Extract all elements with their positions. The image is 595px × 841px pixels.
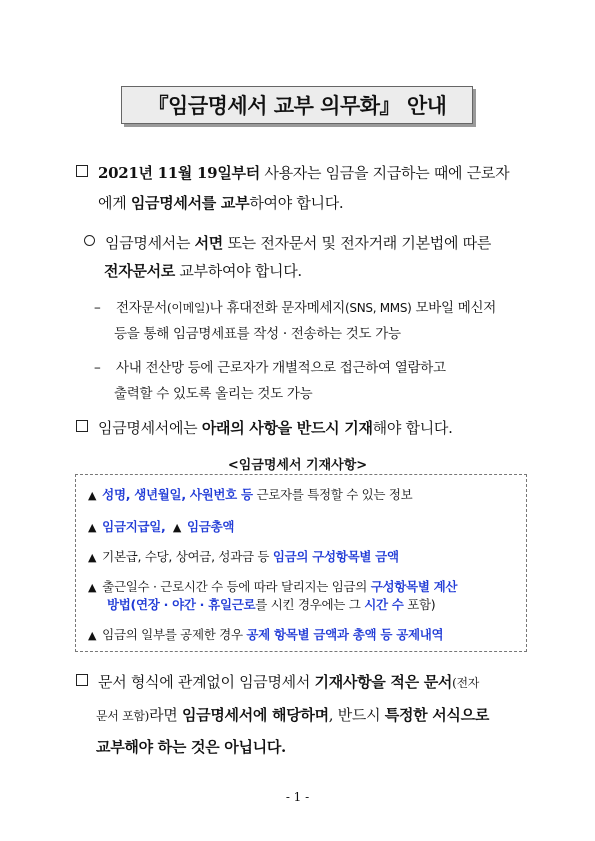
highlight-text: 시간 수 [364, 597, 404, 612]
square-bullet-icon [76, 420, 88, 432]
highlight-text: 공제 항목별 금액과 총액 등 공제내역 [246, 627, 444, 642]
bold-text: 전자문서로 [104, 262, 175, 280]
text: 하여야 합니다. [249, 194, 344, 212]
highlight-text: 임금총액 [187, 519, 235, 534]
text: 포함) [403, 597, 436, 612]
bold-text: 임금명세서에 해당하며 [181, 706, 329, 724]
text: 임금명세서는 [105, 234, 195, 252]
triangle-bullet-icon: ▲ [172, 521, 182, 534]
dash-icon: – [94, 360, 101, 376]
section-4-line-3 [96, 736, 286, 757]
text: 사내 전산망 등에 근로자가 개별적으로 접근하여 열람하고 [116, 360, 446, 376]
section-1-line-2 [98, 192, 343, 213]
text: 라면 [149, 706, 182, 724]
text: 교부하여야 합니다. [174, 262, 302, 280]
small-text: (전자 [452, 676, 480, 690]
square-bullet-icon [76, 674, 88, 686]
bold-text: 임금명세서를 교부 [130, 194, 250, 212]
page-title: 『임금명세서 교부 의무화』 안내 [121, 86, 473, 124]
dash-item-1-line-1 [94, 296, 496, 316]
section-2-line-1 [84, 232, 491, 253]
section-1-line-1 [76, 162, 509, 183]
text: 전자문서 [116, 300, 167, 316]
required-items-box [75, 474, 527, 652]
section-3-line [76, 417, 453, 438]
highlight-text: 방법(연장 · 야간 · 휴일근로 [107, 597, 256, 612]
bold-text: 교부해야 하는 것은 아닙니다. [96, 738, 286, 756]
bold-text: 특정한 서식으로 [384, 706, 490, 724]
text: 에게 [98, 194, 131, 212]
triangle-bullet-icon: ▲ [88, 629, 97, 642]
text: 해야 합니다. [372, 419, 453, 437]
text: 문서 형식에 관계없이 임금명세서 [98, 673, 315, 691]
triangle-bullet-icon: ▲ [88, 581, 97, 594]
section-4-line-2 [96, 704, 489, 725]
highlight-text: 구성항목별 계산 [370, 579, 458, 594]
text: 임금명세서에는 [98, 419, 202, 437]
square-bullet-icon [76, 165, 88, 177]
triangle-bullet-icon: ▲ [88, 521, 97, 534]
text: 출근일수 · 근로시간 수 등에 따라 달리지는 임금의 [102, 579, 371, 594]
section-4-line-1 [76, 671, 479, 692]
triangle-bullet-icon: ▲ [88, 489, 97, 502]
small-text: (이메일) [166, 301, 210, 315]
dash-icon: – [94, 300, 101, 316]
required-item-3 [88, 547, 399, 565]
text: , 반드시 [328, 706, 385, 724]
highlight-text: 임금의 구성항목별 금액 [272, 549, 399, 564]
triangle-bullet-icon: ▲ [88, 551, 97, 564]
date-highlight: 2021년 11월 19일부터 [98, 164, 260, 182]
text: 를 시킨 경우에는 그 [255, 597, 365, 612]
required-item-1 [88, 485, 412, 503]
circle-bullet-icon [84, 235, 95, 246]
text: 임금의 일부를 공제한 경우 [102, 627, 247, 642]
required-item-4-cont [107, 595, 435, 613]
small-text: 문서 포함) [96, 709, 150, 723]
required-item-2 [88, 517, 234, 535]
text: 모바일 메신저 [411, 300, 496, 316]
highlight-text: 임금지급일, [102, 519, 166, 534]
text: 나 휴대전화 문자메세지 [209, 300, 346, 316]
box-heading: <임금명세서 기재사항> [227, 458, 368, 473]
section-2-line-2 [104, 260, 302, 281]
required-item-4 [88, 577, 457, 595]
text: 또는 전자문서 및 전자거래 기본법에 따른 [223, 234, 492, 252]
required-item-5 [88, 625, 443, 643]
dash-item-2-line-2: 출력할 수 있도록 올리는 것도 가능 [114, 386, 313, 402]
dash-item-2-line-1 [94, 356, 446, 376]
highlight-text: 성명, 생년월일, 사원번호 등 [102, 487, 253, 502]
dash-item-1-line-2: 등을 통해 임금명세표를 작성 · 전송하는 것도 가능 [114, 326, 401, 342]
bold-text: 서면 [194, 234, 223, 252]
text: 사용자는 임금을 지급하는 때에 근로자 [259, 164, 510, 182]
bold-text: 기재사항을 적은 문서 [314, 673, 453, 691]
bold-text: 아래의 사항을 반드시 기재 [201, 419, 373, 437]
page-number: - 1 - [285, 790, 310, 804]
text: 근로자를 특정할 수 있는 정보 [252, 487, 413, 502]
small-text: (SNS, MMS) [345, 301, 412, 315]
text: 기본급, 수당, 상여금, 성과금 등 [102, 549, 273, 564]
